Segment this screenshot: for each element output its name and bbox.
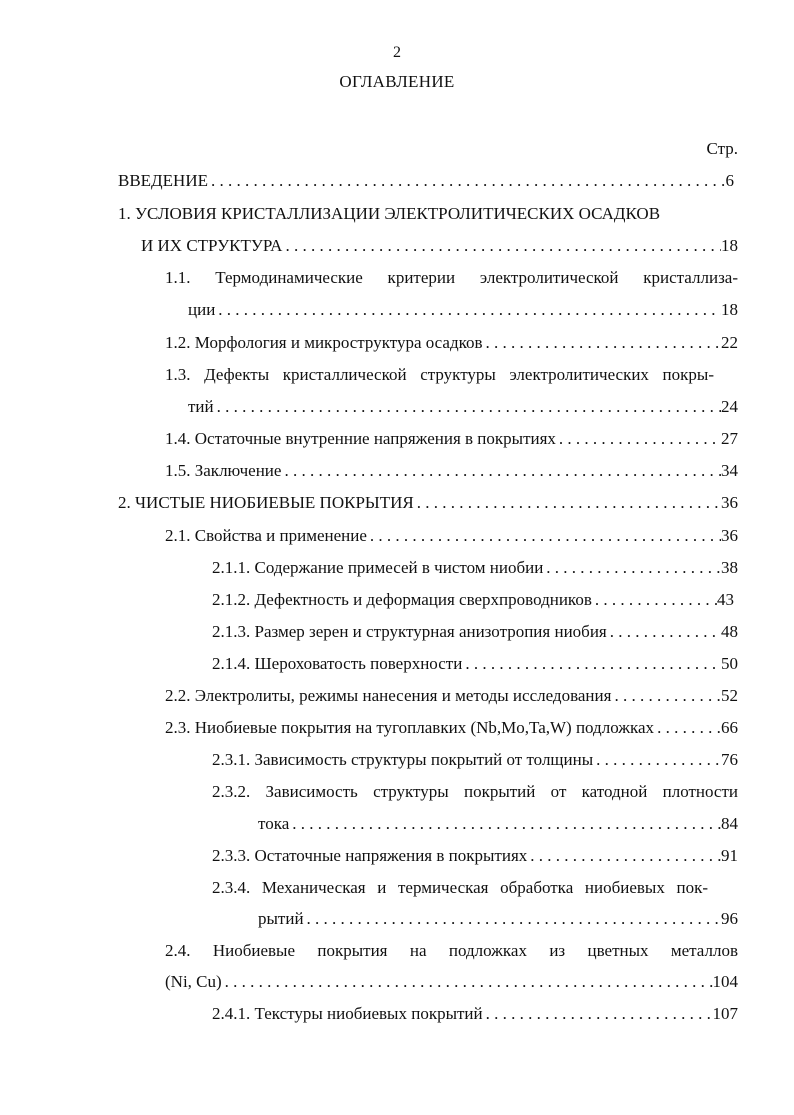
toc-entry xyxy=(258,814,738,834)
toc-entry-text: 2.3.4. Механическая и термическая обработка ниобиевых пок- xyxy=(212,878,708,897)
toc-entry-page: 18 xyxy=(721,236,738,255)
toc-entry-text: И ИХ СТРУКТУРА xyxy=(141,236,283,255)
toc-leader xyxy=(483,1004,713,1024)
toc-entry-text: ВВЕДЕНИЕ xyxy=(118,171,208,190)
toc-entry xyxy=(212,782,738,802)
toc-entry xyxy=(212,1004,738,1024)
toc-entry-page: 18 xyxy=(721,300,738,319)
toc-entry-text: 2.1.1. Содержание примесей в чистом ниобии xyxy=(212,558,544,577)
toc-entry xyxy=(165,526,738,546)
toc-leader xyxy=(289,814,721,834)
toc-entry xyxy=(258,909,738,929)
toc-leader xyxy=(611,686,721,706)
toc-entry xyxy=(212,558,738,578)
toc-leader xyxy=(367,526,721,546)
toc-entry xyxy=(212,622,738,642)
toc-entry xyxy=(118,204,660,224)
toc-leader xyxy=(215,300,721,320)
page-number: 2 xyxy=(393,44,401,61)
toc-leader xyxy=(556,429,721,449)
toc-entry-text: 1.1. Термодинамические критерии электролитической кристаллиза- xyxy=(165,268,738,287)
toc-entry-text: тока xyxy=(258,814,290,833)
toc-leader xyxy=(593,750,721,770)
toc-entry-text: 2.3.2. Зависимость структуры покрытий от катодной плотности xyxy=(212,782,738,801)
toc-entry-page: 84 xyxy=(721,814,738,833)
toc-entry xyxy=(118,171,734,191)
toc-entry xyxy=(212,750,738,770)
toc-leader xyxy=(281,461,721,481)
toc-entry-page: 38 xyxy=(721,558,738,577)
toc-entry-page: 66 xyxy=(721,718,738,737)
toc-entry-page: 104 xyxy=(712,972,738,991)
toc-entry-text: тий xyxy=(188,397,214,416)
page-column-header: Стр. xyxy=(706,139,738,158)
page-title: ОГЛАВЛЕНИЕ xyxy=(339,72,455,91)
toc-leader xyxy=(527,846,721,866)
toc-entry-text: 2.1.4. Шероховатость поверхности xyxy=(212,654,463,673)
toc-entry xyxy=(165,686,738,706)
toc-entry xyxy=(165,718,738,738)
toc-leader xyxy=(654,718,721,738)
toc-entry-page: 50 xyxy=(721,654,738,673)
toc-entry-text: 1.3. Дефекты кристаллической структуры электролитических покры- xyxy=(165,365,714,384)
toc-entry xyxy=(165,365,714,385)
toc-entry xyxy=(141,236,738,256)
toc-entry xyxy=(188,300,738,320)
toc-entry-text: 2.4.1. Текстуры ниобиевых покрытий xyxy=(212,1004,483,1023)
toc-leader xyxy=(607,622,721,642)
toc-entry-text: 1.2. Морфология и микроструктура осадков xyxy=(165,333,483,352)
toc-entry-text: 1.4. Остаточные внутренние напряжения в покрытиях xyxy=(165,429,556,448)
toc-entry-text: рытий xyxy=(258,909,304,928)
toc-leader xyxy=(214,397,721,417)
toc-entry xyxy=(165,429,738,449)
toc-leader xyxy=(414,493,721,513)
toc-leader xyxy=(222,972,713,992)
toc-leader xyxy=(304,909,721,929)
toc-leader xyxy=(208,171,726,191)
toc-entry-text: ции xyxy=(188,300,216,319)
toc-entry-page: 91 xyxy=(721,846,738,865)
toc-entry-page: 76 xyxy=(721,750,738,769)
toc-entry xyxy=(212,878,708,898)
toc-entry-page: 6 xyxy=(725,171,734,190)
toc-entry xyxy=(118,493,738,513)
toc-entry-page: 22 xyxy=(721,333,738,352)
toc-entry-text: 2.3.1. Зависимость структуры покрытий от толщины xyxy=(212,750,594,769)
toc-leader xyxy=(543,558,721,578)
toc-entry-text: 2.1.2. Дефектность и деформация сверхпроводников xyxy=(212,590,592,609)
toc-entry-page: 48 xyxy=(721,622,738,641)
toc-entry xyxy=(165,268,738,288)
toc-entry xyxy=(165,333,738,353)
toc-entry-page: 36 xyxy=(721,526,738,545)
toc-entry xyxy=(212,846,738,866)
toc-entry-page: 27 xyxy=(721,429,738,448)
toc-entry xyxy=(165,972,738,992)
toc-entry-text: 2.2. Электролиты, режимы нанесения и методы исследования xyxy=(165,686,612,705)
toc-entry-page: 36 xyxy=(721,493,738,512)
toc-entry-page: 34 xyxy=(721,461,738,480)
toc-entry-text: 2.1.3. Размер зерен и структурная анизотропия ниобия xyxy=(212,622,607,641)
toc-leader xyxy=(592,590,717,610)
toc-entry xyxy=(212,590,734,610)
toc-entry-page: 107 xyxy=(712,1004,738,1023)
toc-leader xyxy=(282,236,721,256)
toc-leader xyxy=(483,333,721,353)
toc-entry-text: 1. УСЛОВИЯ КРИСТАЛЛИЗАЦИИ ЭЛЕКТРОЛИТИЧЕСКИХ ОСАДКОВ xyxy=(118,204,661,223)
toc-entry-text: 2.3.3. Остаточные напряжения в покрытиях xyxy=(212,846,528,865)
toc-leader xyxy=(462,654,721,674)
toc-entry-page: 96 xyxy=(721,909,738,928)
toc-entry-text: 1.5. Заключение xyxy=(165,461,282,480)
toc-entry-text: 2. ЧИСТЫЕ НИОБИЕВЫЕ ПОКРЫТИЯ xyxy=(118,493,414,512)
toc-entry-text: (Ni, Cu) xyxy=(165,972,222,991)
toc-entry xyxy=(165,461,738,481)
toc-entry-text: 2.1. Свойства и применение xyxy=(165,526,367,545)
toc-entry xyxy=(212,654,738,674)
toc-entry-text: 2.4. Ниобиевые покрытия на подложках из цветных металлов xyxy=(165,941,738,960)
toc-entry-text: 2.3. Ниобиевые покрытия на тугоплавких (Nb,Mo,Ta,W) подложках xyxy=(165,718,655,737)
toc-entry-page: 24 xyxy=(721,397,738,416)
toc-entry xyxy=(165,941,738,961)
toc-entry-page: 43 xyxy=(717,590,734,609)
toc-entry xyxy=(188,397,738,417)
toc-entry-page: 52 xyxy=(721,686,738,705)
